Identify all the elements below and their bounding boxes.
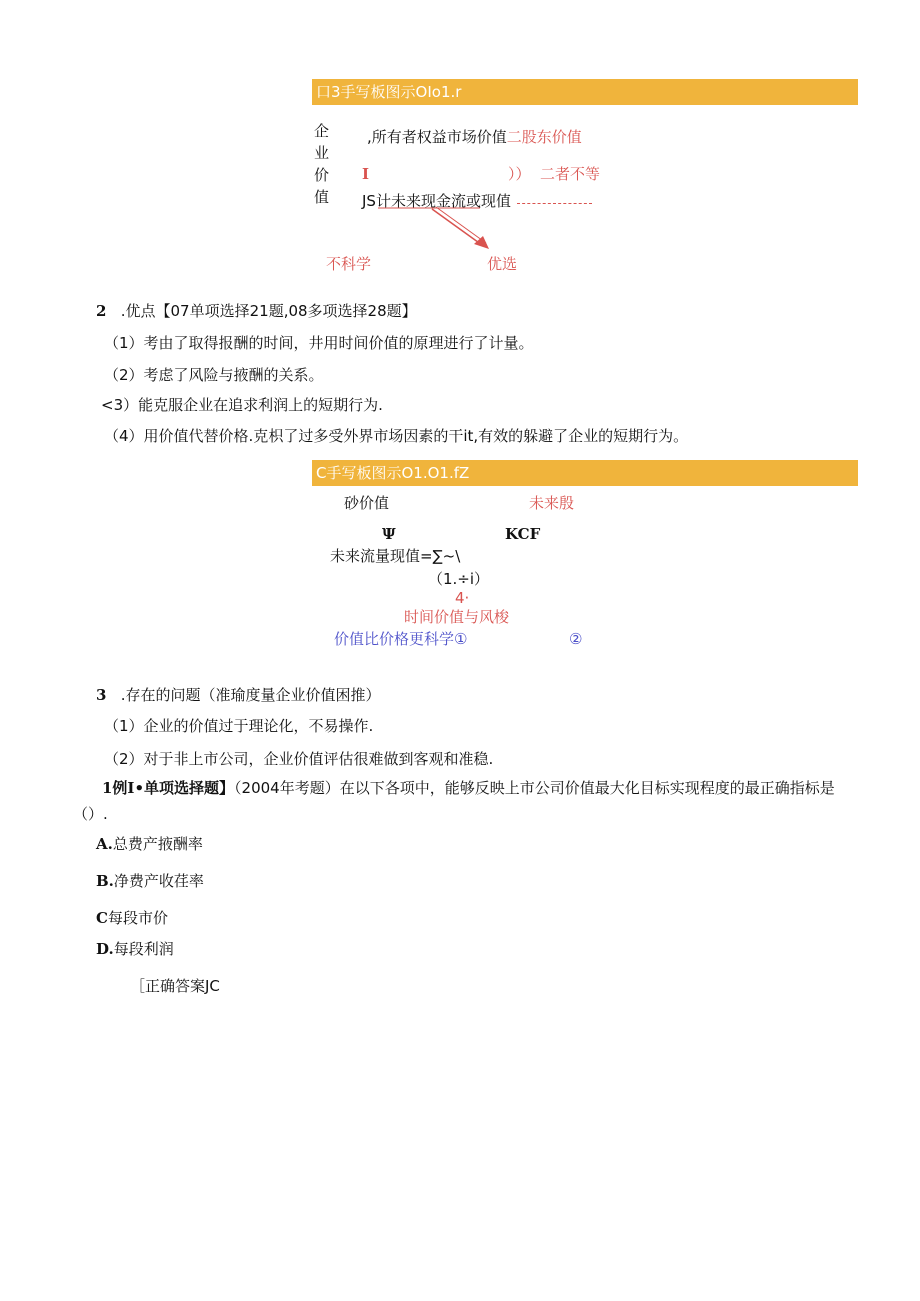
option-letter: A.	[96, 835, 113, 853]
diagram1-banner: 口3手写板图示OIo1.r	[312, 79, 858, 105]
section2-item: （4）用价值代替价格.克枳了过多受外界市场因素的干it,有效的躲避了企业的短期行为。	[104, 427, 689, 445]
present-value-formula: 未来流量现值=∑~\	[330, 547, 461, 565]
psi-symbol: Ψ	[382, 525, 396, 543]
section2-item: （2）考虑了风险与掖酬的关系。	[104, 366, 324, 384]
option-c	[96, 909, 168, 927]
section2-number: 2	[96, 302, 107, 320]
option-text: 净费产收荏率	[113, 872, 204, 890]
diagram1-line2-left: I	[362, 165, 370, 183]
section2-item: （1）考由了取得报酬的时间，井用时间价值的原理进行了计量。	[104, 334, 534, 352]
diagram1-arrow	[370, 205, 510, 255]
correct-answer: ［正确答案JC	[130, 977, 220, 995]
diagram1-dashed-line	[517, 203, 592, 204]
formula-four: 4·	[455, 589, 470, 607]
option-text: 每段利润	[113, 940, 174, 958]
option-text: 每段市价	[107, 909, 168, 927]
diagram1-line3: JS计未来现金流或现值	[362, 192, 511, 210]
diagram2-top-left: 砂价值	[344, 494, 390, 512]
diagram1-line2-right: 二者不等	[540, 165, 601, 183]
question-year: （2004年考题）	[234, 779, 340, 797]
kcf-label: KCF	[505, 525, 541, 543]
section2-title: .优点【07单项选择21题,08多项选择28题】	[120, 302, 417, 320]
diagram1-line1	[367, 128, 582, 146]
section3-title: .存在的问题（准瑜度量企业价值困推）	[120, 686, 381, 704]
section2-item: <3）能克服企业在追求利润上的短期行为.	[101, 396, 383, 414]
unscientific-label: 不科学	[326, 255, 372, 273]
section2-heading	[96, 302, 417, 320]
enterprise-value-vertical-label: 企业价值	[314, 122, 330, 206]
preferred-label: 优选	[487, 255, 518, 273]
question-text: 在以下各项中，能够反映上市公司价值最大化目标实现程度的最正确指标是	[339, 779, 835, 797]
section3-number: 3	[96, 686, 107, 704]
diagram2-banner: C手写板图示O1.O1.fZ	[312, 460, 858, 486]
owner-equity-text: ,所有者权益市场价值	[367, 128, 507, 146]
option-b	[96, 872, 204, 890]
time-value-risk-text: 时间价值与风梭	[404, 608, 510, 626]
diagram1-line2-mid: ））	[508, 165, 531, 183]
circled-two-marker: ②	[569, 630, 583, 648]
option-letter: B.	[96, 872, 114, 890]
value-vs-price-text: 价值比价格更科学①	[334, 630, 468, 648]
option-a	[96, 835, 203, 853]
option-letter: D.	[96, 940, 114, 958]
option-text: 总费产掖酬率	[112, 835, 203, 853]
question-stem	[102, 779, 835, 797]
shareholder-value-text: 二股东价值	[506, 128, 582, 146]
section3-item: （1）企业的价值过于理论化，不易操作.	[104, 717, 374, 735]
diagram2-top-right: 未来殷	[529, 494, 575, 512]
question-blank: （）.	[73, 805, 108, 823]
option-d	[96, 940, 174, 958]
option-letter: C	[96, 909, 108, 927]
formula-denominator: （1.÷i）	[428, 570, 490, 588]
section3-item: （2）对于非上市公司，企业价值评估很难做到客观和准稳.	[104, 750, 494, 768]
question-prefix: 1例I•单项选择题】	[102, 779, 235, 797]
section3-heading	[96, 686, 381, 704]
